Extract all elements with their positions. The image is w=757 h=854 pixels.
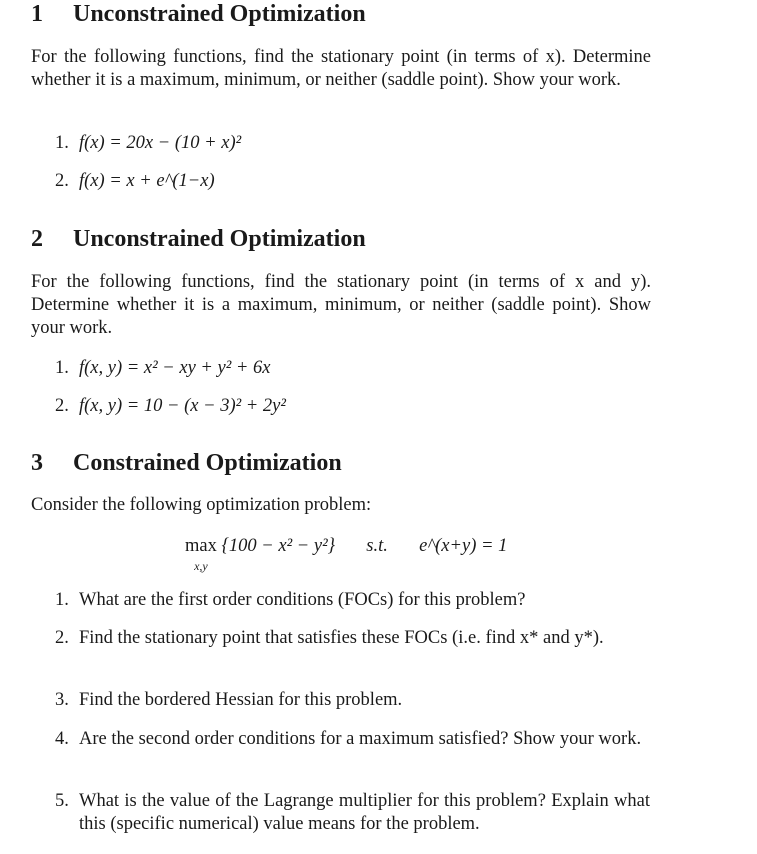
item-number: 1. (55, 133, 69, 153)
section-1-heading (31, 0, 366, 28)
list-item (55, 357, 650, 380)
formula: f(x, y) = x² − xy + y² + 6x (79, 358, 271, 378)
list-item (55, 790, 650, 836)
max-label: max (185, 536, 217, 556)
item-number: 2. (55, 396, 69, 416)
list-item (55, 395, 650, 418)
question-text: Find the stationary point that satisfies these FOCs (i.e. find x* and y*). (79, 628, 604, 648)
subject-to-label: s.t. (366, 536, 388, 556)
item-number: 3. (55, 690, 69, 710)
section-1-intro: For the following functions, find the stationary point (in terms of x). Determine whether it is a maximum, minimum, or neither (saddle point). Show your work. (31, 47, 651, 90)
list-item (55, 728, 650, 751)
section-3-heading (31, 449, 342, 477)
item-number: 5. (55, 791, 69, 811)
objective-function: {100 − x² − y²} (221, 536, 336, 556)
section-number: 3 (31, 450, 43, 476)
formula: f(x) = x + e^(1−x) (79, 171, 215, 191)
constraint: e^(x+y) = 1 (419, 536, 508, 556)
item-number: 1. (55, 358, 69, 378)
optimization-problem (185, 535, 508, 573)
formula: f(x) = 20x − (10 + x)² (79, 133, 242, 153)
item-number: 2. (55, 628, 69, 648)
max-operator (185, 535, 217, 573)
item-number: 2. (55, 171, 69, 191)
section-3-intro: Consider the following optimization problem: (31, 495, 372, 515)
question-text: Are the second order conditions for a maximum satisfied? Show your work. (79, 729, 642, 749)
formula: f(x, y) = 10 − (x − 3)² + 2y² (79, 396, 286, 416)
section-title: Unconstrained Optimization (73, 1, 366, 27)
section-2-intro: For the following functions, find the stationary point (in terms of x and y). Determine whether it is a maximum, minimum, or neither (saddle point). Show your work. (31, 272, 651, 338)
question-text: Find the bordered Hessian for this problem. (79, 690, 403, 710)
list-item (55, 689, 650, 712)
question-text: What is the value of the Lagrange multiplier for this problem? Explain what this (specific numerical) value means for the problem. (79, 791, 650, 834)
question-text: What are the first order conditions (FOCs) for this problem? (79, 590, 526, 610)
list-item (55, 170, 650, 193)
list-item (55, 589, 650, 612)
section-number: 2 (31, 226, 43, 252)
item-number: 1. (55, 590, 69, 610)
item-number: 4. (55, 729, 69, 749)
max-subscript: x,y (194, 559, 208, 573)
section-title: Constrained Optimization (73, 450, 342, 476)
section-title: Unconstrained Optimization (73, 226, 366, 252)
section-2-heading (31, 225, 366, 253)
section-number: 1 (31, 1, 43, 27)
list-item (55, 132, 650, 155)
list-item (55, 627, 650, 650)
